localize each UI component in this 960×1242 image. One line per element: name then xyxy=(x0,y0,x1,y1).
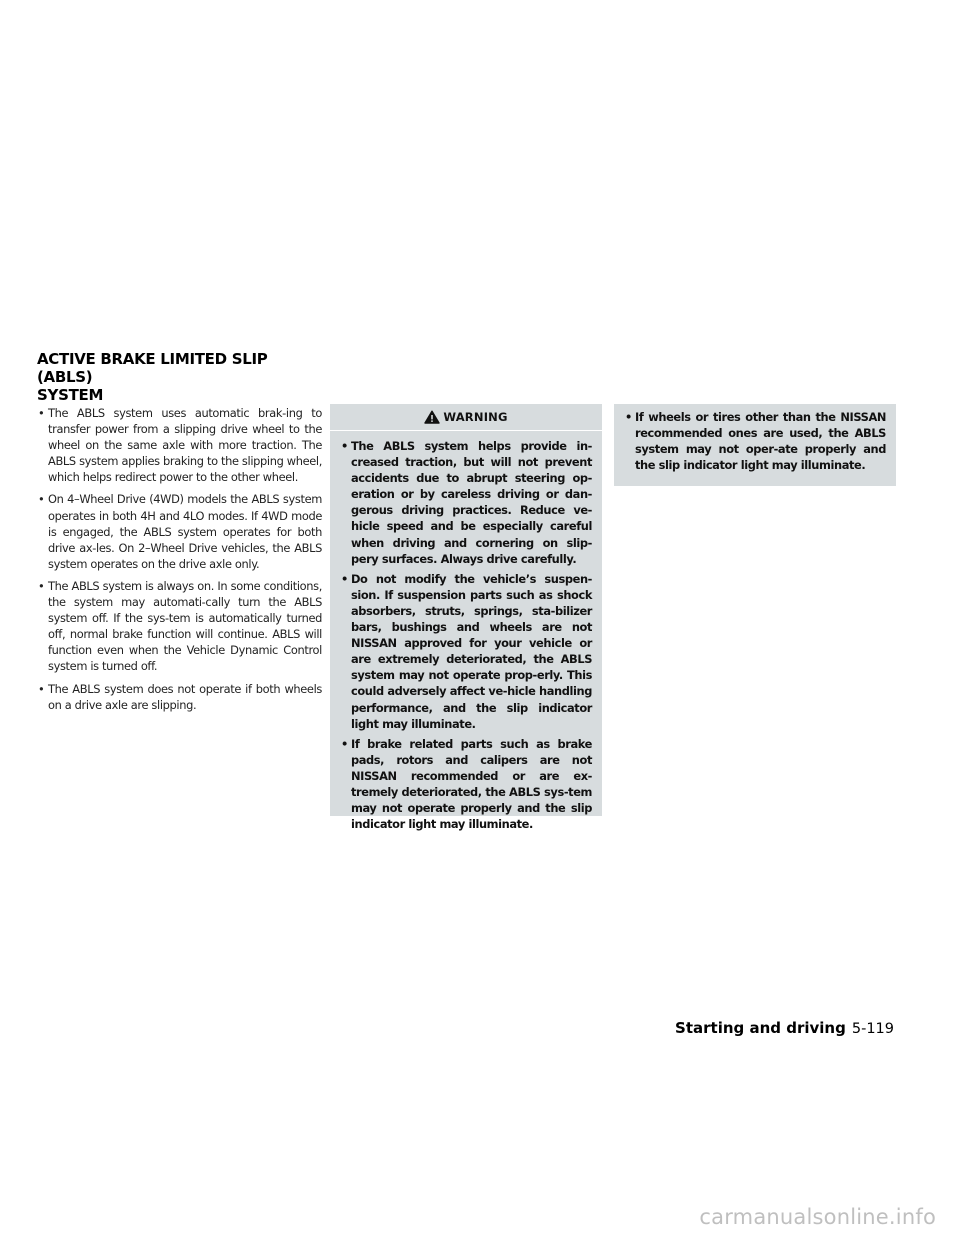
warning-list xyxy=(330,431,602,832)
body-bullet-text: The ABLS system uses automatic brak-ing to transfer power from a slipping drive wheel to the wheel on the same axle with more traction. The ABLS system applies braking to the slipping wheel, which helps redirect power to the other wheel. xyxy=(48,406,322,485)
warning-box xyxy=(330,404,602,832)
bullet-glyph: • xyxy=(341,439,348,453)
bullet-glyph: • xyxy=(341,571,348,586)
warning-box-continued xyxy=(614,404,896,486)
warning-item xyxy=(625,409,886,473)
body-bullet-list xyxy=(38,405,322,719)
warning-item-text: Do not modify the vehicle’s suspen-sion. If suspension parts such as shock absorbers, struts, springs, sta-bilizer bars, bushings and wheels are not NISSAN approved for your vehicle or are extremely deteriorated, the ABLS system may not operate prop-erly. This could adversely affect ve-hicle handling performance, and the slip indicator light may illuminate. xyxy=(351,571,592,731)
bullet-glyph: • xyxy=(38,681,45,696)
warning-item-text: If brake related parts such as brake pads, rotors and calipers are not NISSAN recommended or are ex-tremely deteriorated, the ABLS sys-tem may not operate properly and the slip indicator light may illuminate. xyxy=(351,736,592,832)
body-bullet-item xyxy=(38,578,322,675)
section-title-line-2: SYSTEM xyxy=(37,386,104,404)
warning-item-text: If wheels or tires other than the NISSAN recommended ones are used, the ABLS system may not oper-ate properly and the slip indicator light may illuminate. xyxy=(635,410,886,473)
body-bullet-item xyxy=(38,681,322,713)
body-bullet-item xyxy=(38,405,322,485)
body-bullet-text: The ABLS system does not operate if both wheels on a drive axle are slipping. xyxy=(48,681,322,712)
section-title-line-1: ACTIVE BRAKE LIMITED SLIP (ABLS) xyxy=(37,350,268,386)
body-bullet-item xyxy=(38,491,322,571)
page-number: 5-119 xyxy=(851,1021,894,1037)
bullet-glyph: • xyxy=(38,406,45,420)
warning-label: WARNING xyxy=(443,410,508,424)
footer-section-name: Starting and driving xyxy=(675,1019,846,1037)
bullet-glyph: • xyxy=(341,736,348,751)
body-bullet-text: The ABLS system is always on. In some conditions, the system may automati-cally turn the ABLS system off. If the sys-tem is automatically turned off, normal brake function will continue. ABLS will function even when the Vehicle Dynamic Control system is turned off. xyxy=(48,578,322,674)
section-title xyxy=(37,350,327,404)
warning-list-continued xyxy=(614,404,896,473)
warning-triangle-icon xyxy=(424,410,440,424)
bullet-glyph: • xyxy=(38,492,45,507)
body-bullet-text: On 4–Wheel Drive (4WD) models the ABLS system operates in both 4H and 4LO modes. If 4WD mode is engaged, the ABLS system operates for both drive ax-les. On 2–Wheel Drive vehicles, the ABLS system operates on the drive axle only. xyxy=(48,492,322,571)
warning-item-text: The ABLS system helps provide in-creased traction, but will not prevent accidents due to abrupt steering op-eration or by careless driving or dan-gerous driving practices. Reduce ve-hicle speed and be especially careful when driving and cornering on slip-pery surfaces. Always drive carefully. xyxy=(351,439,592,566)
warning-item xyxy=(341,571,592,732)
watermark: carmanualsonline.info xyxy=(699,1205,936,1229)
page-footer xyxy=(675,1019,894,1037)
warning-header xyxy=(330,404,602,431)
warning-item xyxy=(341,438,592,567)
bullet-glyph: • xyxy=(38,578,45,593)
bullet-glyph: • xyxy=(625,410,632,424)
warning-item xyxy=(341,736,592,833)
